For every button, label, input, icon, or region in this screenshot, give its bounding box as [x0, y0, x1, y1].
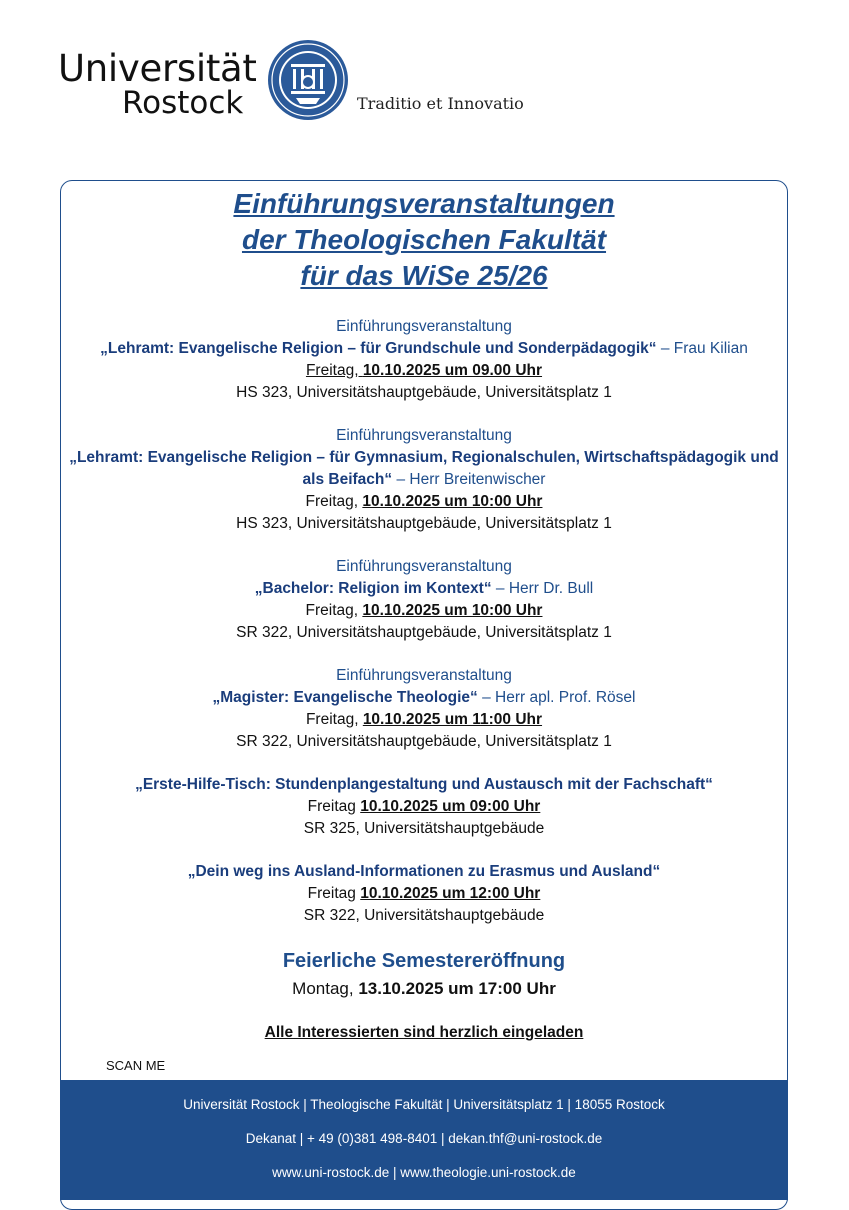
invitation-text: Alle Interessierten sind herzlich eingeladen [264, 1024, 584, 1041]
footer [60, 1080, 788, 1200]
event-kind: Einführungsveranstaltung [336, 667, 512, 684]
event-day: Freitag [307, 885, 361, 902]
ceremony-date [60, 979, 788, 999]
event-place: HS 323, Universitätshauptgebäude, Universitätsplatz 1 [236, 515, 612, 532]
ceremony-title: Feierliche Semestereröffnung [282, 950, 566, 972]
event-place: SR 322, Universitätshauptgebäude, Universitätsplatz 1 [236, 733, 612, 750]
title-line-3: für das WiSe 25/26 [300, 260, 548, 291]
event-name: „Erste-Hilfe-Tisch: Stundenplangestaltung und Austausch mit der Fachschaft“ [135, 776, 713, 793]
event-datetime: 10.10.2025 um 12:00 Uhr [360, 885, 541, 902]
event-item [60, 316, 788, 404]
event-item [60, 861, 788, 927]
university-motto: Traditio et Innovatio [357, 94, 524, 113]
event-item [60, 425, 788, 535]
logo-line-rostock: Rostock [122, 85, 244, 121]
event-datetime: 10.10.2025 um 10:00 Uhr [362, 493, 543, 510]
event-place: SR 325, Universitätshauptgebäude [303, 820, 545, 837]
title-line-2: der Theologischen Fakultät [241, 224, 607, 255]
page-title [60, 186, 788, 294]
event-name: „Bachelor: Religion im Kontext“ [254, 580, 492, 597]
event-datetime: 10.10.2025 um 11:00 Uhr [362, 711, 543, 728]
event-place: HS 323, Universitätshauptgebäude, Universitätsplatz 1 [236, 384, 612, 401]
scan-me-label: SCAN ME [106, 1058, 166, 1073]
event-day: Freitag, [305, 602, 363, 619]
event-kind: Einführungsveranstaltung [336, 318, 512, 335]
event-person: – Frau Kilian [656, 340, 748, 357]
logo-line-universitat: Universität [58, 47, 257, 90]
university-seal-icon [266, 38, 350, 122]
university-logo-text [58, 47, 257, 121]
event-datetime: 10.10.2025 um 10:00 Uhr [362, 602, 543, 619]
title-line-1: Einführungsveranstaltungen [233, 188, 615, 219]
event-day: Freitag, [305, 493, 363, 510]
event-person: – Herr Breitenwischer [392, 471, 546, 488]
event-kind: Einführungsveranstaltung [336, 427, 512, 444]
event-day: Freitag [307, 798, 361, 815]
event-person: – Herr Dr. Bull [491, 580, 594, 597]
event-name: „Magister: Evangelische Theologie“ [212, 689, 478, 706]
event-item [60, 774, 788, 840]
event-list [60, 316, 788, 948]
event-name: „Lehramt: Evangelische Religion – für Grundschule und Sonderpädagogik“ [100, 340, 657, 357]
event-name: „Dein weg ins Ausland-Informationen zu Erasmus und Ausland“ [187, 863, 661, 880]
footer-websites: www.uni-rostock.de | www.theologie.uni-rostock.de [272, 1165, 576, 1180]
event-place: SR 322, Universitätshauptgebäude [303, 907, 545, 924]
footer-address: Universität Rostock | Theologische Fakultät | Universitätsplatz 1 | 18055 Rostock [183, 1097, 665, 1112]
event-day: Freitag, [305, 711, 363, 728]
ceremony-day: Montag, [292, 979, 359, 998]
event-datetime: 10.10.2025 um 09:00 Uhr [360, 798, 541, 815]
event-day: Freitag, [305, 362, 363, 379]
ceremony-datetime: 13.10.2025 um 17:00 Uhr [358, 979, 556, 998]
event-person: – Herr apl. Prof. Rösel [477, 689, 636, 706]
event-name: „Lehramt: Evangelische Religion – für Gymnasium, Regionalschulen, Wirtschaftspädagogik und [69, 449, 779, 466]
event-item [60, 665, 788, 753]
event-name-continued: als Beifach“ [302, 471, 393, 488]
event-item [60, 556, 788, 644]
event-kind: Einführungsveranstaltung [336, 558, 512, 575]
event-place: SR 322, Universitätshauptgebäude, Universitätsplatz 1 [236, 624, 612, 641]
footer-contact: Dekanat | + 49 (0)381 498-8401 | dekan.thf@uni-rostock.de [245, 1131, 603, 1146]
event-datetime: 10.10.2025 um 09.00 Uhr [362, 362, 543, 379]
